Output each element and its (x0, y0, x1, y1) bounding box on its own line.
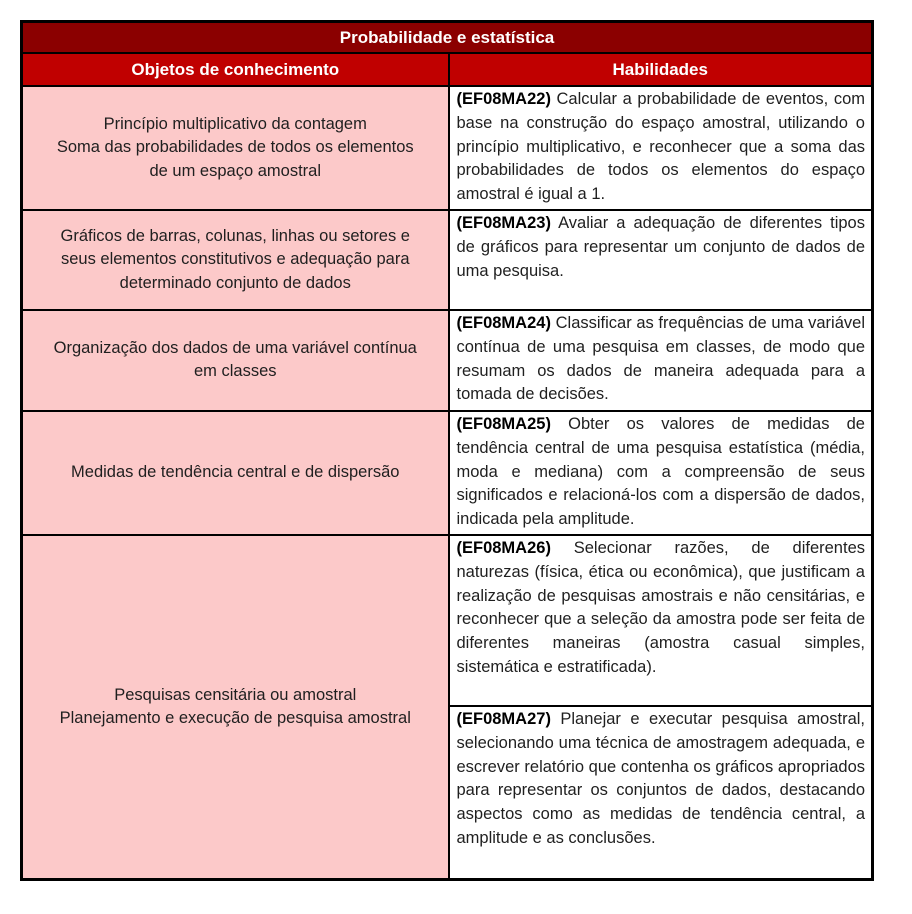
objeto-line: Organização dos dados de uma variável contínua (53, 338, 417, 357)
cell-habilidade-ef08ma24 (449, 310, 873, 411)
table-title-row (22, 22, 873, 54)
skill-description: Selecionar razões, de diferentes naturezas (física, ética ou econômica), que justificam a realização de pesquisas amostrais e não censitárias, e reconhecer que a seleção da amostra pode ser feita de diferentes maneiras (amostra casual simples, sistemática e estratificada). (456, 538, 865, 676)
skill-code: (EF08MA26) (456, 538, 551, 557)
cell-objeto-pesquisas (22, 535, 449, 880)
objeto-line: Gráficos de barras, colunas, linhas ou setores e (60, 226, 410, 245)
habilidade-text (457, 212, 866, 283)
cell-objeto-organizacao-dados (22, 310, 449, 411)
objeto-line: Pesquisas censitária ou amostral (114, 685, 357, 704)
skill-description: Obter os valores de medidas de tendência central de uma pesquisa estatística (média, moda e mediana) com a compreensão de seus significados e relacioná-los com a dispersão de dados, indicada pela amplitude. (456, 414, 865, 529)
column-header-row (22, 53, 873, 86)
cell-habilidade-ef08ma25 (449, 411, 873, 535)
skill-description: Calcular a probabilidade de eventos, com base na construção do espaço amostral, utilizando o princípio multiplicativo, e reconhecer que a soma das probabilidades de todos os elementos do espaço amostral é igual a 1. (456, 90, 865, 204)
skill-code: (EF08MA27) (456, 709, 551, 728)
cell-objeto-principio-multiplicativo (22, 86, 449, 210)
habilidade-text (457, 413, 866, 532)
table-row-ef08ma25 (22, 411, 873, 535)
skill-code: (EF08MA25) (456, 414, 551, 433)
objeto-line: Soma das probabilidades de todos os elementos (56, 138, 414, 157)
objeto-line: Princípio multiplicativo da contagem (103, 114, 367, 133)
cell-objeto-graficos (22, 210, 449, 310)
habilidade-text (457, 312, 866, 407)
habilidade-text (457, 708, 866, 851)
skill-description: Planejar e executar pesquisa amostral, selecionando uma técnica de amostragem adequada, e escrever relatório que contenha os gráficos apropriados para representar os conjuntos de dados, destacando aspectos como as medidas de tendência central, a amplitude e as conclusões. (456, 709, 865, 847)
skill-description: Avaliar a adequação de diferentes tipos de gráficos para representar um conjunto de dados de uma pesquisa. (456, 213, 865, 280)
objeto-line: de um espaço amostral (149, 161, 321, 180)
habilidade-text (457, 537, 866, 680)
objeto-line: Planejamento e execução de pesquisa amostral (59, 709, 411, 728)
cell-objeto-medidas-tendencia (22, 411, 449, 535)
cell-habilidade-ef08ma23 (449, 210, 873, 310)
objeto-line: Medidas de tendência central e de dispersão (71, 463, 400, 482)
objeto-line: em classes (193, 362, 277, 381)
skill-description: Classificar as frequências de uma variável contínua de uma pesquisa em classes, de modo que resumam os dados de maneira adequada para a tomada de decisões. (456, 313, 865, 404)
col-header-habilidades: Habilidades (449, 53, 873, 86)
objeto-line: determinado conjunto de dados (119, 273, 351, 292)
table-row-ef08ma23 (22, 210, 873, 310)
table-row-ef08ma24 (22, 310, 873, 411)
objeto-line: seus elementos constitutivos e adequação para (60, 250, 410, 269)
cell-habilidade-ef08ma26 (449, 535, 873, 706)
table-row-ef08ma22 (22, 86, 873, 210)
skill-code: (EF08MA24) (456, 313, 551, 332)
col-header-objetos: Objetos de conhecimento (22, 53, 449, 86)
curriculum-table (20, 20, 874, 881)
table-row-ef08ma26 (22, 535, 873, 706)
skill-code: (EF08MA23) (456, 213, 551, 232)
table-title: Probabilidade e estatística (22, 22, 873, 54)
cell-habilidade-ef08ma22 (449, 86, 873, 210)
skill-code: (EF08MA22) (456, 90, 551, 108)
habilidade-text (457, 88, 866, 207)
cell-habilidade-ef08ma27 (449, 706, 873, 880)
